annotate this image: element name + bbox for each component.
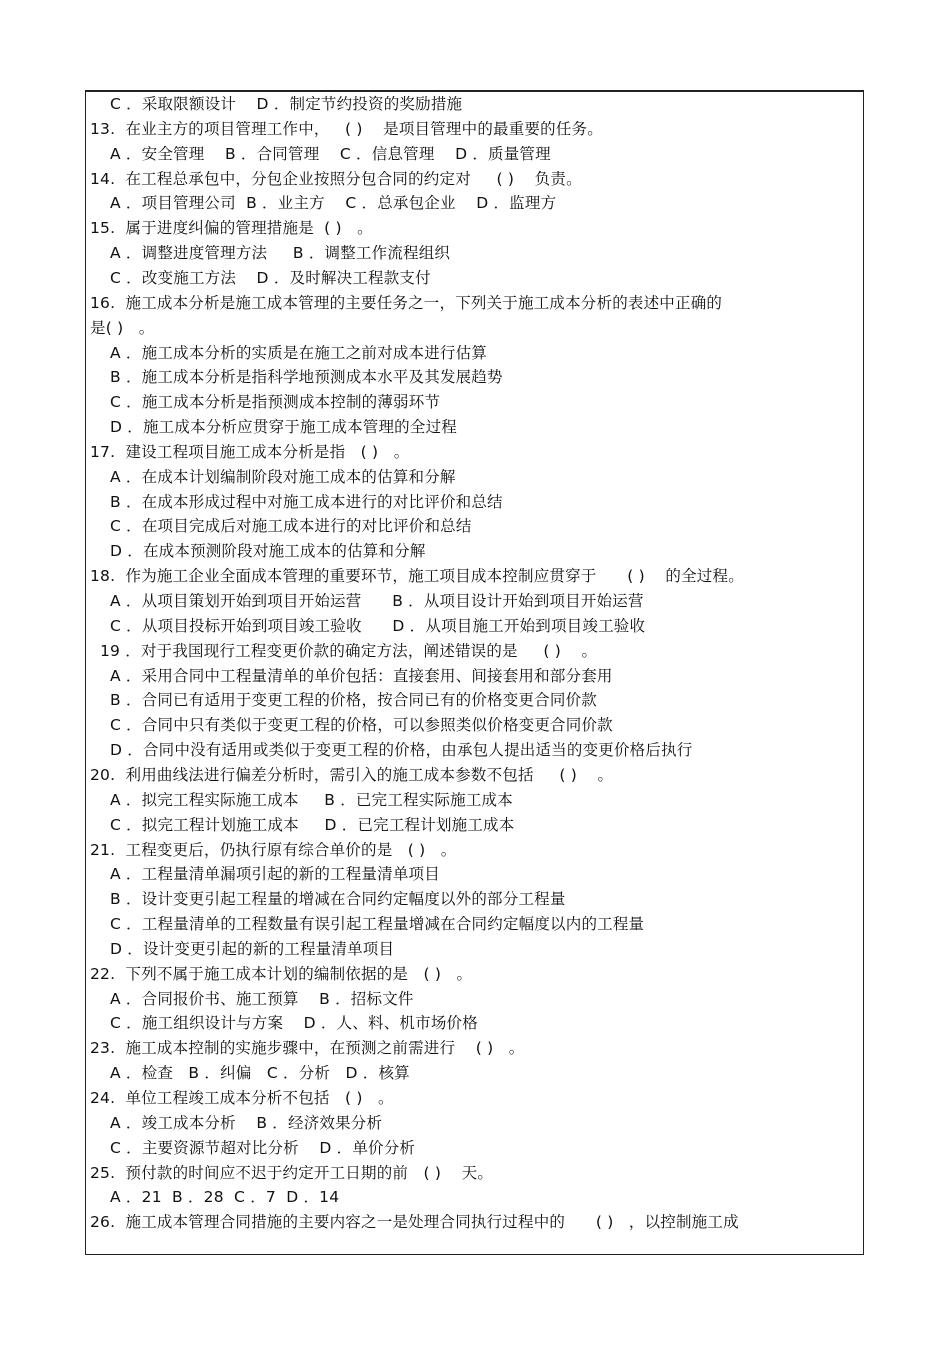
question-text-line: 23. 施工成本控制的实施步骤中，在预测之前需进行 ( ) 。 bbox=[90, 1039, 525, 1058]
answer-options-line: B ．合同已有适用于变更工程的价格，按合同已有的价格变更合同价款 bbox=[110, 691, 597, 710]
question-text-line: 14. 在工程总承包中，分包企业按照分包合同的约定对 ( ) 负责。 bbox=[90, 169, 582, 188]
question-text-line: 25. 预付款的时间应不迟于约定开工日期的前 ( ) 天。 bbox=[90, 1163, 494, 1182]
answer-options-line: C ．合同中只有类似于变更工程的价格，可以参照类似价格变更合同价款 bbox=[110, 716, 613, 735]
answer-options-line: A ．竣工成本分析 B ．经济效果分析 bbox=[110, 1113, 383, 1132]
answer-options-line: C ．工程量清单的工程数量有误引起工程量增减在合同约定幅度以内的工程量 bbox=[110, 915, 645, 934]
answer-options-line: A ．调整进度管理方法 B ．调整工作流程组织 bbox=[110, 244, 451, 263]
answer-options-line: C ．采取限额设计 D ．制定节约投资的奖励措施 bbox=[110, 95, 463, 113]
question-text-line: 是( ) 。 bbox=[90, 318, 155, 337]
question-text-line: 19 ．对于我国现行工程变更价款的确定方法，阐述错误的是 ( ) 。 bbox=[100, 641, 598, 660]
question-text-line: 24. 单位工程竣工成本分析不包括 ( ) 。 bbox=[90, 1089, 394, 1107]
question-text-line: 13. 在业主方的项目管理工作中， ( ) 是项目管理中的最重要的任务。 bbox=[90, 119, 603, 138]
answer-options-line: B ．施工成本分析是指科学地预测成本水平及其发展趋势 bbox=[110, 368, 503, 387]
answer-options-line: A ．工程量清单漏项引起的新的工程量清单项目 bbox=[110, 865, 440, 884]
answer-options-line: C ．改变施工方法 D ．及时解决工程款支付 bbox=[110, 268, 431, 287]
answer-options-line: D ．设计变更引起的新的工程量清单项目 bbox=[110, 939, 395, 958]
answer-options-line: A ．采用合同中工程量清单的单价包括：直接套用、间接套用和部分套用 bbox=[110, 666, 613, 685]
answer-options-line: B ．在成本形成过程中对施工成本进行的对比评价和总结 bbox=[110, 492, 503, 511]
answer-options-line: C ．主要资源节超对比分析 D ．单价分析 bbox=[110, 1138, 416, 1157]
question-text-line: 21. 工程变更后，仍执行原有综合单价的是 ( ) 。 bbox=[90, 840, 457, 859]
question-text-line: 26. 施工成本管理合同措施的主要内容之一是处理合同执行过程中的 ( ) ，以控制施工成 bbox=[90, 1213, 739, 1232]
answer-options-line: D ．施工成本分析应贯穿于施工成本管理的全过程 bbox=[110, 418, 457, 437]
answer-options-line: A ．从项目策划开始到项目开始运营 B ．从项目设计开始到项目开始运营 bbox=[110, 592, 644, 610]
question-text-line: 18. 作为施工企业全面成本管理的重要环节，施工项目成本控制应贯穿于 ( ) 的全过程。 bbox=[90, 567, 744, 586]
answer-options-line: C ．施工成本分析是指预测成本控制的薄弱环节 bbox=[110, 393, 441, 412]
question-text-line: 16. 施工成本分析是施工成本管理的主要任务之一，下列关于施工成本分析的表述中正确的 bbox=[90, 293, 723, 312]
answer-options-line: C ．在项目完成后对施工成本进行的对比评价和总结 bbox=[110, 517, 472, 536]
answer-options-line: A ．合同报价书、施工预算 B ．招标文件 bbox=[110, 989, 414, 1008]
answer-options-line: D ．在成本预测阶段对施工成本的估算和分解 bbox=[110, 542, 426, 561]
answer-options-line: A ．21 B ．28 C ．7 D ．14 bbox=[110, 1188, 340, 1207]
answer-options-line: A ．项目管理公司 B ．业主方 C ．总承包企业 D ．监理方 bbox=[110, 194, 557, 213]
answer-options-line: A ．施工成本分析的实质是在施工之前对成本进行估算 bbox=[110, 343, 488, 362]
answer-options-line: A ．在成本计划编制阶段对施工成本的估算和分解 bbox=[110, 467, 456, 486]
question-text-line: 22. 下列不属于施工成本计划的编制依据的是 ( ) 。 bbox=[90, 964, 473, 983]
question-text-line: 17. 建设工程项目施工成本分析是指 ( ) 。 bbox=[90, 442, 410, 461]
answer-options-line: A ．安全管理 B ．合同管理 C ．信息管理 D ．质量管理 bbox=[110, 144, 551, 163]
answer-options-line: C ．从项目投标开始到项目竣工验收 D ．从项目施工开始到项目竣工验收 bbox=[110, 616, 646, 635]
answer-options-line: B ．设计变更引起工程量的增减在合同约定幅度以外的部分工程量 bbox=[110, 890, 566, 909]
answer-options-line: C ．拟完工程计划施工成本 D ．已完工程计划施工成本 bbox=[110, 815, 515, 834]
question-text-line: 20. 利用曲线法进行偏差分析时，需引入的施工成本参数不包括 ( ) 。 bbox=[90, 765, 614, 784]
answer-options-line: A ．检查 B ．纠偏 C ．分析 D ．核算 bbox=[110, 1064, 410, 1083]
answer-options-line: D ．合同中没有适用或类似于变更工程的价格，由承包人提出适当的变更价格后执行 bbox=[110, 741, 693, 760]
question-text-line: 15. 属于进度纠偏的管理措施是 ( ) 。 bbox=[90, 219, 373, 238]
answer-options-line: A ．拟完工程实际施工成本 B ．已完工程实际施工成本 bbox=[110, 790, 513, 809]
answer-options-line: C ．施工组织设计与方案 D ．人、料、机市场价格 bbox=[110, 1014, 478, 1033]
